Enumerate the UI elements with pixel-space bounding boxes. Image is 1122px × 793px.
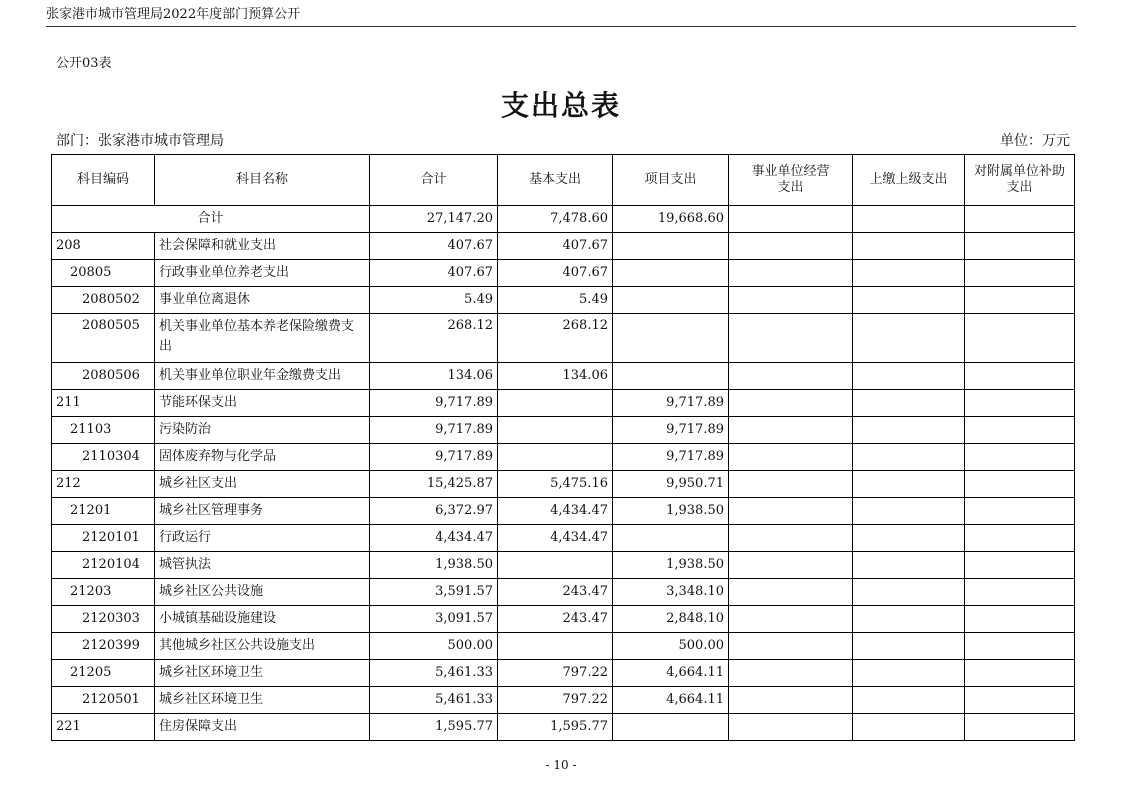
total-cell: 9,717.89 [370,444,498,471]
table-row [52,498,1075,525]
empty-cell [965,687,1075,714]
empty-cell [853,260,965,287]
table-row [52,314,1075,363]
column-header: 基本支出 [498,155,613,206]
total-cell: 6,372.97 [370,498,498,525]
project-cell [613,525,729,552]
empty-cell [853,552,965,579]
basic-cell: 134.06 [498,363,613,390]
basic-cell: 243.47 [498,606,613,633]
empty-cell [729,714,853,741]
name-cell: 城管执法 [155,552,370,579]
empty-cell [729,206,853,233]
table-row [52,714,1075,741]
basic-cell [498,633,613,660]
total-cell: 268.12 [370,314,498,363]
total-cell: 3,591.57 [370,579,498,606]
empty-cell [729,390,853,417]
total-cell: 3,091.57 [370,606,498,633]
table-row [52,525,1075,552]
empty-cell [965,444,1075,471]
empty-cell [853,525,965,552]
empty-cell [729,552,853,579]
column-header: 科目编码 [52,155,155,206]
code-cell: 2120399 [52,633,155,660]
basic-cell: 407.67 [498,233,613,260]
total-cell: 1,595.77 [370,714,498,741]
table-row [52,471,1075,498]
name-cell: 城乡社区环境卫生 [155,660,370,687]
total-cell: 500.00 [370,633,498,660]
code-cell: 2080506 [52,363,155,390]
empty-cell [853,444,965,471]
project-cell [613,314,729,363]
project-cell: 9,717.89 [613,417,729,444]
expenditure-table [51,154,1075,741]
unit-label: 单位：万元 [1000,133,1070,149]
code-cell: 208 [52,233,155,260]
empty-cell [729,417,853,444]
total-cell: 407.67 [370,260,498,287]
empty-cell [729,525,853,552]
name-cell: 其他城乡社区公共设施支出 [155,633,370,660]
project-cell: 1,938.50 [613,552,729,579]
project-cell: 9,950.71 [613,471,729,498]
project-cell: 4,664.11 [613,660,729,687]
total-cell: 9,717.89 [370,417,498,444]
code-cell: 21203 [52,579,155,606]
name-cell: 住房保障支出 [155,714,370,741]
empty-cell [729,444,853,471]
name-cell: 污染防治 [155,417,370,444]
empty-cell [729,471,853,498]
table-row [52,363,1075,390]
table-row [52,260,1075,287]
code-cell: 2120501 [52,687,155,714]
basic-cell: 4,434.47 [498,498,613,525]
department-label: 部门：张家港市城市管理局 [56,133,224,149]
table-row [52,444,1075,471]
total-cell: 5,461.33 [370,660,498,687]
basic-cell [498,552,613,579]
empty-cell [853,714,965,741]
empty-cell [729,314,853,363]
code-cell: 221 [52,714,155,741]
empty-cell [729,233,853,260]
table-header-row [52,155,1075,206]
empty-cell [729,606,853,633]
table-row [52,633,1075,660]
empty-cell [965,552,1075,579]
table-row [52,606,1075,633]
table-row [52,660,1075,687]
table-row [52,233,1075,260]
total-label: 合计 [52,206,370,233]
empty-cell [729,633,853,660]
project-cell [613,714,729,741]
column-header: 事业单位经营支出 [729,155,853,206]
empty-cell [965,390,1075,417]
project-cell: 1,938.50 [613,498,729,525]
table-row [52,687,1075,714]
empty-cell [965,363,1075,390]
name-cell: 行政运行 [155,525,370,552]
name-cell: 机关事业单位职业年金缴费支出 [155,363,370,390]
project-cell [613,287,729,314]
empty-cell [965,498,1075,525]
project-cell: 3,348.10 [613,579,729,606]
empty-cell [965,579,1075,606]
empty-cell [853,606,965,633]
table-row [52,552,1075,579]
empty-cell [853,287,965,314]
basic-cell: 797.22 [498,660,613,687]
column-header: 对附属单位补助支出 [965,155,1075,206]
empty-cell [965,260,1075,287]
basic-cell: 4,434.47 [498,525,613,552]
code-cell: 2120104 [52,552,155,579]
column-header: 上缴上级支出 [853,155,965,206]
empty-cell [729,660,853,687]
name-cell: 城乡社区支出 [155,471,370,498]
code-cell: 20805 [52,260,155,287]
empty-cell [853,660,965,687]
name-cell: 机关事业单位基本养老保险缴费支出 [155,314,370,363]
column-header: 科目名称 [155,155,370,206]
empty-cell [853,390,965,417]
empty-cell [965,314,1075,363]
column-header: 合计 [370,155,498,206]
empty-cell [965,471,1075,498]
code-cell: 2080502 [52,287,155,314]
total-cell: 1,938.50 [370,552,498,579]
total-cell: 15,425.87 [370,471,498,498]
name-cell: 固体废弃物与化学品 [155,444,370,471]
empty-cell [853,206,965,233]
project-cell: 19,668.60 [613,206,729,233]
table-row [52,390,1075,417]
name-cell: 行政事业单位养老支出 [155,260,370,287]
basic-cell: 1,595.77 [498,714,613,741]
empty-cell [965,287,1075,314]
total-cell: 5,461.33 [370,687,498,714]
name-cell: 城乡社区管理事务 [155,498,370,525]
table-row [52,417,1075,444]
name-cell: 社会保障和就业支出 [155,233,370,260]
column-header: 项目支出 [613,155,729,206]
empty-cell [729,363,853,390]
name-cell: 小城镇基础设施建设 [155,606,370,633]
empty-cell [853,417,965,444]
name-cell: 城乡社区环境卫生 [155,687,370,714]
empty-cell [729,287,853,314]
table-row [52,287,1075,314]
basic-cell: 407.67 [498,260,613,287]
code-cell: 21205 [52,660,155,687]
table-code: 公开03表 [56,56,112,71]
empty-cell [853,363,965,390]
project-cell [613,260,729,287]
project-cell [613,233,729,260]
page-title: 支出总表 [500,89,621,122]
page-number: - 10 - [545,758,577,772]
code-cell: 2110304 [52,444,155,471]
empty-cell [853,233,965,260]
document-header: 张家港市城市管理局2022年度部门预算公开 [46,6,1076,27]
project-cell: 500.00 [613,633,729,660]
empty-cell [965,714,1075,741]
table-row [52,579,1075,606]
basic-cell [498,444,613,471]
empty-cell [729,260,853,287]
total-cell: 5.49 [370,287,498,314]
empty-cell [729,579,853,606]
total-cell: 407.67 [370,233,498,260]
code-cell: 21103 [52,417,155,444]
code-cell: 2120101 [52,525,155,552]
empty-cell [853,579,965,606]
empty-cell [965,660,1075,687]
empty-cell [965,606,1075,633]
basic-cell: 268.12 [498,314,613,363]
empty-cell [965,525,1075,552]
empty-cell [729,498,853,525]
total-cell: 4,434.47 [370,525,498,552]
project-cell: 4,664.11 [613,687,729,714]
basic-cell: 243.47 [498,579,613,606]
project-cell [613,363,729,390]
code-cell: 212 [52,471,155,498]
code-cell: 2120303 [52,606,155,633]
empty-cell [853,314,965,363]
empty-cell [853,498,965,525]
code-cell: 2080505 [52,314,155,363]
name-cell: 事业单位离退休 [155,287,370,314]
total-cell: 9,717.89 [370,390,498,417]
empty-cell [729,687,853,714]
project-cell: 9,717.89 [613,390,729,417]
empty-cell [853,633,965,660]
total-cell: 27,147.20 [370,206,498,233]
empty-cell [965,633,1075,660]
empty-cell [965,233,1075,260]
basic-cell [498,417,613,444]
empty-cell [853,687,965,714]
empty-cell [965,417,1075,444]
total-cell: 134.06 [370,363,498,390]
total-row [52,206,1075,233]
code-cell: 21201 [52,498,155,525]
empty-cell [853,471,965,498]
name-cell: 节能环保支出 [155,390,370,417]
project-cell: 9,717.89 [613,444,729,471]
basic-cell: 5.49 [498,287,613,314]
code-cell: 211 [52,390,155,417]
basic-cell: 7,478.60 [498,206,613,233]
name-cell: 城乡社区公共设施 [155,579,370,606]
basic-cell: 797.22 [498,687,613,714]
empty-cell [965,206,1075,233]
basic-cell: 5,475.16 [498,471,613,498]
basic-cell [498,390,613,417]
project-cell: 2,848.10 [613,606,729,633]
